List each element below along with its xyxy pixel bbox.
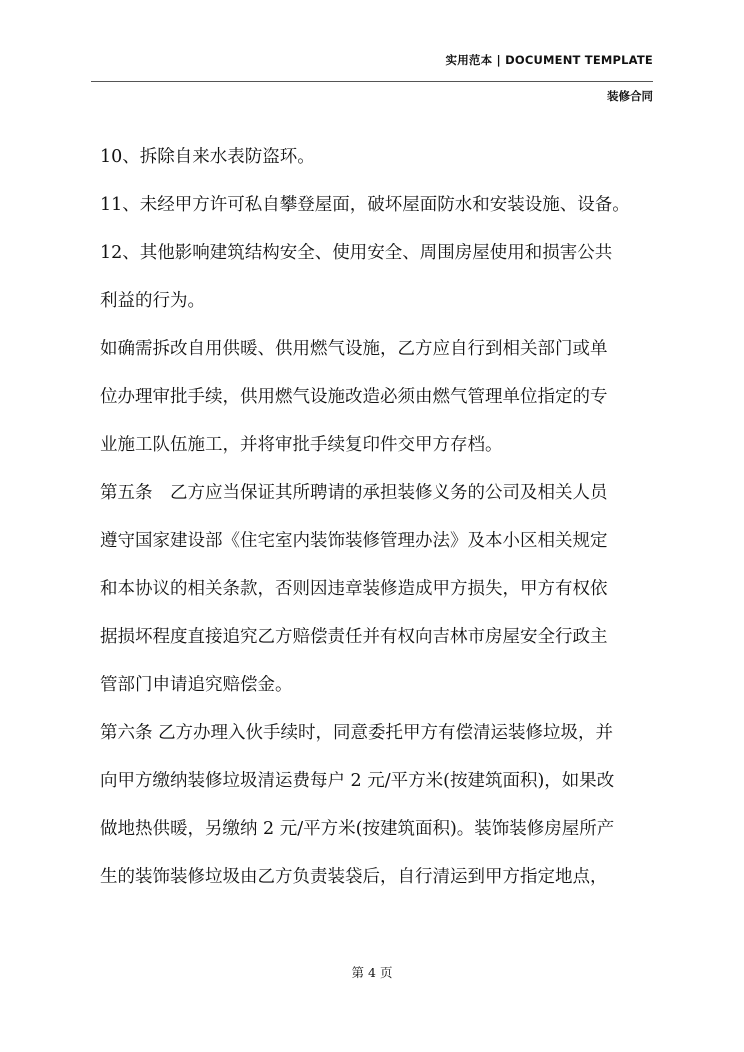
body-line: 第六条 乙方办理入伙手续时，同意委托甲方有偿清运装修垃圾，并 xyxy=(100,723,614,743)
document-type-label: 装修合同 xyxy=(607,89,653,103)
header-title: 实用范本 | DOCUMENT TEMPLATE xyxy=(445,53,653,67)
document-body xyxy=(100,138,660,906)
page-number: 第 4 页 xyxy=(351,965,393,980)
header-divider xyxy=(91,81,653,82)
body-line: 做地热供暖，另缴纳 2 元/平方米(按建筑面积)。装饰装修房屋所产 xyxy=(100,819,615,839)
body-line: 生的装饰装修垃圾由乙方负责装袋后，自行清运到甲方指定地点， xyxy=(100,867,608,887)
body-line: 11、未经甲方许可私自攀登屋面，破坏屋面防水和安装设施、设备。 xyxy=(100,195,630,215)
body-line: 12、其他影响建筑结构安全、使用安全、周围房屋使用和损害公共 xyxy=(100,243,613,263)
body-line: 位办理审批手续，供用燃气设施改造必须由燃气管理单位指定的专 xyxy=(100,387,608,407)
body-line: 第五条 乙方应当保证其所聘请的承担装修义务的公司及相关人员 xyxy=(100,483,608,503)
body-line: 据损坏程度直接追究乙方赔偿责任并有权向吉林市房屋安全行政主 xyxy=(100,627,608,647)
body-line: 管部门申请追究赔偿金。 xyxy=(100,675,293,695)
body-line: 业施工队伍施工，并将审批手续复印件交甲方存档。 xyxy=(100,435,503,455)
body-line: 遵守国家建设部《住宅室内装饰装修管理办法》及本小区相关规定 xyxy=(100,531,608,551)
body-line: 和本协议的相关条款，否则因违章装修造成甲方损失，甲方有权依 xyxy=(100,579,608,599)
body-line: 向甲方缴纳装修垃圾清运费每户 2 元/平方米(按建筑面积)，如果改 xyxy=(100,771,615,791)
body-line: 如确需拆改自用供暖、供用燃气设施，乙方应自行到相关部门或单 xyxy=(100,339,608,359)
body-line: 利益的行为。 xyxy=(100,291,205,311)
body-line: 10、拆除自来水表防盗环。 xyxy=(100,147,315,167)
